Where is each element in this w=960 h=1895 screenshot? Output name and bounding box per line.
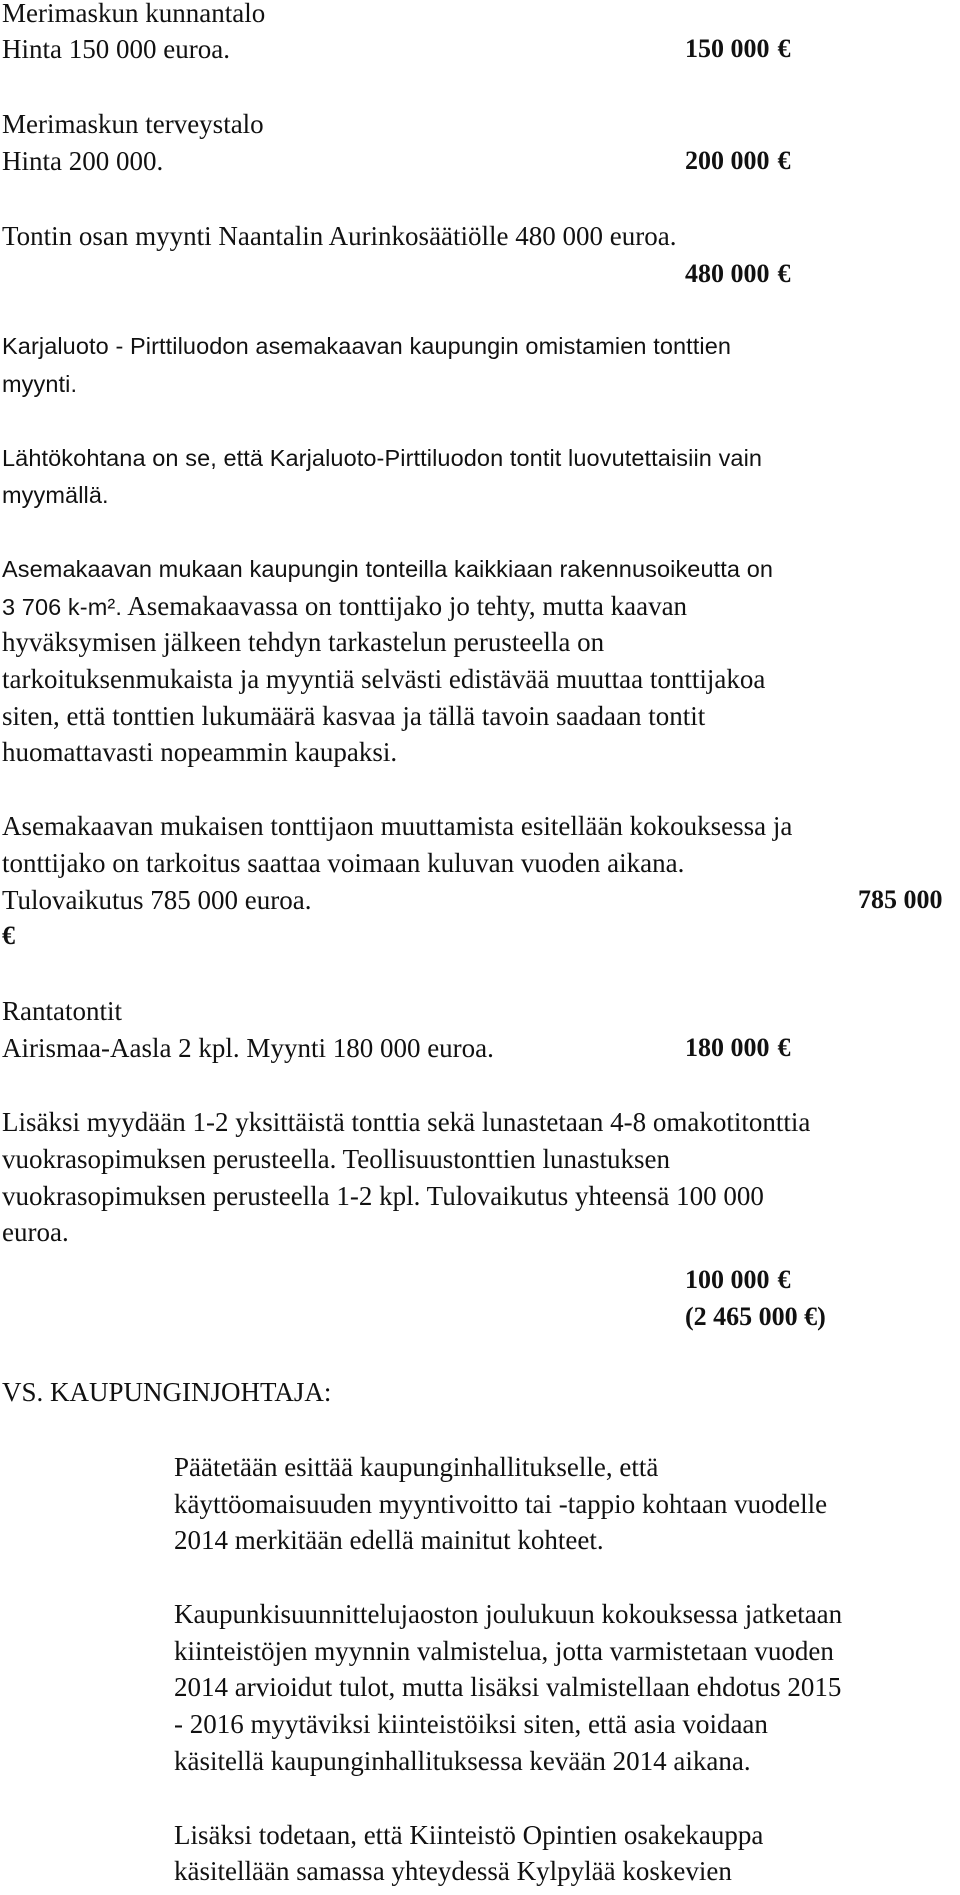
- euro-sign: €: [777, 34, 791, 63]
- karjaluoto-amount: 785 000: [858, 885, 943, 914]
- rakennusoikeus-value: 3 706 k-m².: [2, 594, 122, 620]
- lisaksi-line-3: vuokrasopimuksen perusteella 1-2 kpl. Tulovaikutus yhteensä 100 000: [2, 1181, 764, 1211]
- kaupunginjohtaja-heading: VS. KAUPUNGINJOHTAJA:: [2, 1377, 332, 1407]
- proposal-para2-line-4: - 2016 myytäviksi kiinteistöiksi siten, että asia voidaan: [174, 1709, 768, 1739]
- kunnantalo-title: Merimaskun kunnantalo: [2, 0, 266, 28]
- karjaluoto-para2-line-1: Asemakaavan mukaan kaupungin tonteilla kaikkiaan rakennusoikeutta on: [2, 556, 774, 582]
- karjaluoto-para1-line-2: myymällä.: [2, 482, 109, 508]
- karjaluoto-tulovaikutus-text: Tulovaikutus 785 000 euroa.: [2, 885, 312, 915]
- euro-sign: €: [777, 1033, 791, 1062]
- tontin-osa-text: Tontin osan myynti Naantalin Aurinkosäätiölle 480 000 euroa.: [2, 221, 677, 251]
- kunnantalo-price-text: Hinta 150 000 euroa.: [2, 34, 230, 64]
- karjaluoto-para2-line-6: huomattavasti nopeammin kaupaksi.: [2, 737, 398, 767]
- lisaksi-line-4: euroa.: [2, 1217, 69, 1247]
- amount-value: 180 000: [685, 1033, 770, 1062]
- kunnantalo-amount: [685, 31, 791, 67]
- euro-sign: €: [777, 259, 791, 288]
- karjaluoto-heading-line-2: myynti.: [2, 371, 78, 397]
- rantatontit-heading: Rantatontit: [2, 996, 122, 1026]
- proposal-para2-line-3: 2014 arvioidut tulot, mutta lisäksi valmistellaan ehdotus 2015: [174, 1672, 842, 1702]
- proposal-para2-line-2: kiinteistöjen myynnin valmistelua, jotta varmistetaan vuoden: [174, 1636, 834, 1666]
- amount-value: 200 000: [685, 146, 770, 175]
- rantatontit-amount: [685, 1030, 791, 1066]
- lisaksi-line-1: Lisäksi myydään 1-2 yksittäistä tonttia sekä lunastetaan 4-8 omakotitonttia: [2, 1107, 811, 1137]
- karjaluoto-para3-line-2: tonttijako on tarkoitus saattaa voimaan kuluvan vuoden aikana.: [2, 848, 685, 878]
- total-amount: (2 465 000 €): [685, 1302, 826, 1331]
- karjaluoto-euro-sign: €: [2, 921, 15, 950]
- lisaksi-amount: [685, 1262, 791, 1298]
- proposal-para1-line-1: Päätetään esittää kaupunginhallitukselle, että: [174, 1452, 659, 1482]
- karjaluoto-heading-line-1: Karjaluoto - Pirttiluodon asemakaavan kaupungin omistamien tonttien: [2, 333, 732, 359]
- terveystalo-price-text: Hinta 200 000.: [2, 146, 164, 176]
- karjaluoto-para2-line-5: siten, että tonttien lukumäärä kasvaa ja tällä tavoin saadaan tontit: [2, 701, 706, 731]
- karjaluoto-para1-line-1: Lähtökohtana on se, että Karjaluoto-Pirttiluodon tontit luovutettaisiin vain: [2, 445, 763, 471]
- proposal-para1-line-2: käyttöomaisuuden myyntivoitto tai -tappio kohtaan vuodelle: [174, 1489, 828, 1519]
- proposal-para3-line-1: Lisäksi todetaan, että Kiinteistö Opintien osakekauppa: [174, 1820, 764, 1850]
- tontin-osa-amount: [685, 256, 791, 292]
- euro-sign: €: [777, 1265, 791, 1294]
- karjaluoto-para2-line-3: hyväksymisen jälkeen tehdyn tarkastelun perusteella on: [2, 627, 605, 657]
- karjaluoto-para2-line-2-rest: Asemakaavassa on tonttijako jo tehty, mutta kaavan: [127, 591, 688, 621]
- amount-value: 150 000: [685, 34, 770, 63]
- amount-value: 100 000: [685, 1265, 770, 1294]
- terveystalo-title: Merimaskun terveystalo: [2, 109, 264, 139]
- proposal-para1-line-3: 2014 merkitään edellä mainitut kohteet.: [174, 1525, 604, 1555]
- proposal-para3-line-2: käsitellään samassa yhteydessä Kylpylää koskevien: [174, 1856, 732, 1886]
- terveystalo-amount: [685, 143, 791, 179]
- rantatontit-text: Airismaa-Aasla 2 kpl. Myynti 180 000 euroa.: [2, 1033, 494, 1063]
- lisaksi-line-2: vuokrasopimuksen perusteella. Teollisuustonttien lunastuksen: [2, 1144, 671, 1174]
- karjaluoto-para2-line-2: [2, 588, 687, 625]
- euro-sign: €: [777, 146, 791, 175]
- karjaluoto-para3-line-1: Asemakaavan mukaisen tonttijaon muuttamista esitellään kokouksessa ja: [2, 811, 793, 841]
- proposal-para2-line-5: käsitellä kaupunginhallituksessa kevään 2014 aikana.: [174, 1746, 751, 1776]
- amount-value: 480 000: [685, 259, 770, 288]
- karjaluoto-para2-line-4: tarkoituksenmukaista ja myyntiä selvästi edistävää muuttaa tonttijakoa: [2, 664, 766, 694]
- proposal-para2-line-1: Kaupunkisuunnittelujaoston joulukuun kokouksessa jatketaan: [174, 1599, 843, 1629]
